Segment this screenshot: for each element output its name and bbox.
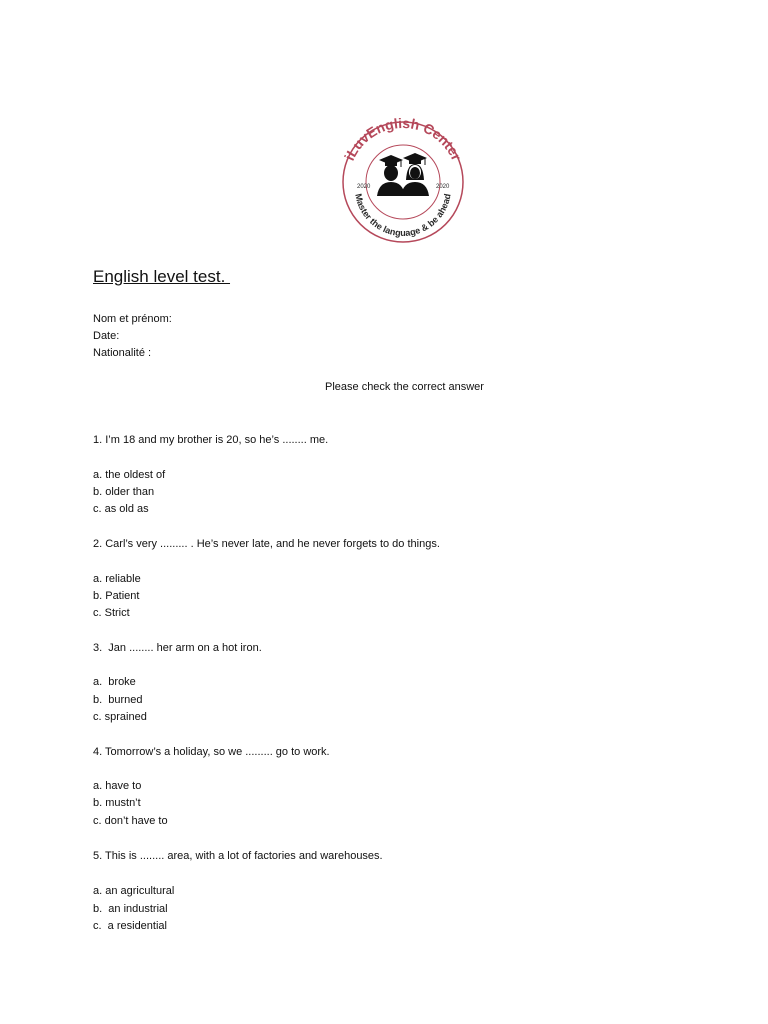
question-text: 1. I’m 18 and my brother is 20, so he’s ........ me. [93,434,329,446]
answer-option[interactable]: b. Patient [93,590,140,602]
date-field-label: Date: [93,330,120,342]
answer-option[interactable]: b. burned [93,694,143,706]
answer-option[interactable]: b. older than [93,486,155,498]
answer-option[interactable]: c. Strict [93,607,130,619]
answer-option[interactable]: a. broke [93,676,136,688]
logo-bottom-text: Master the language & be ahead [353,192,453,238]
nationality-field-label: Nationalité : [93,347,152,359]
logo-ring-inner [366,145,440,219]
answer-option[interactable]: c. a residential [93,920,167,932]
graduate-boy-icon [377,155,405,196]
logo-top-text: iLuvEnglish Center [341,118,465,163]
answer-option[interactable]: a. the oldest of [93,469,166,481]
name-field-label: Nom et prénom: [93,313,172,325]
answer-option[interactable]: a. an agricultural [93,885,175,897]
instructions: Please check the correct answer [325,381,484,393]
answer-option[interactable]: c. don’t have to [93,815,168,827]
answer-option[interactable]: b. mustn’t [93,797,141,809]
question-text: 5. This is ........ area, with a lot of factories and warehouses. [93,850,383,862]
graduate-girl-icon [401,153,429,196]
answer-option[interactable]: b. an industrial [93,903,168,915]
answer-option[interactable]: c. as old as [93,503,149,515]
logo-year-right: 2020 [436,184,450,190]
page-title: English level test. [93,267,231,286]
answer-option[interactable]: c. sprained [93,711,147,723]
answer-option[interactable]: a. have to [93,780,142,792]
question-text: 3. Jan ........ her arm on a hot iron. [93,642,262,654]
answer-option[interactable]: a. reliable [93,573,141,585]
logo-year-left: 2020 [357,184,371,190]
question-text: 2. Carl’s very ......... . He’s never late, and he never forgets to do things. [93,538,440,550]
question-text: 4. Tomorrow’s a holiday, so we ......... go to work. [93,746,330,758]
logo [333,118,473,246]
